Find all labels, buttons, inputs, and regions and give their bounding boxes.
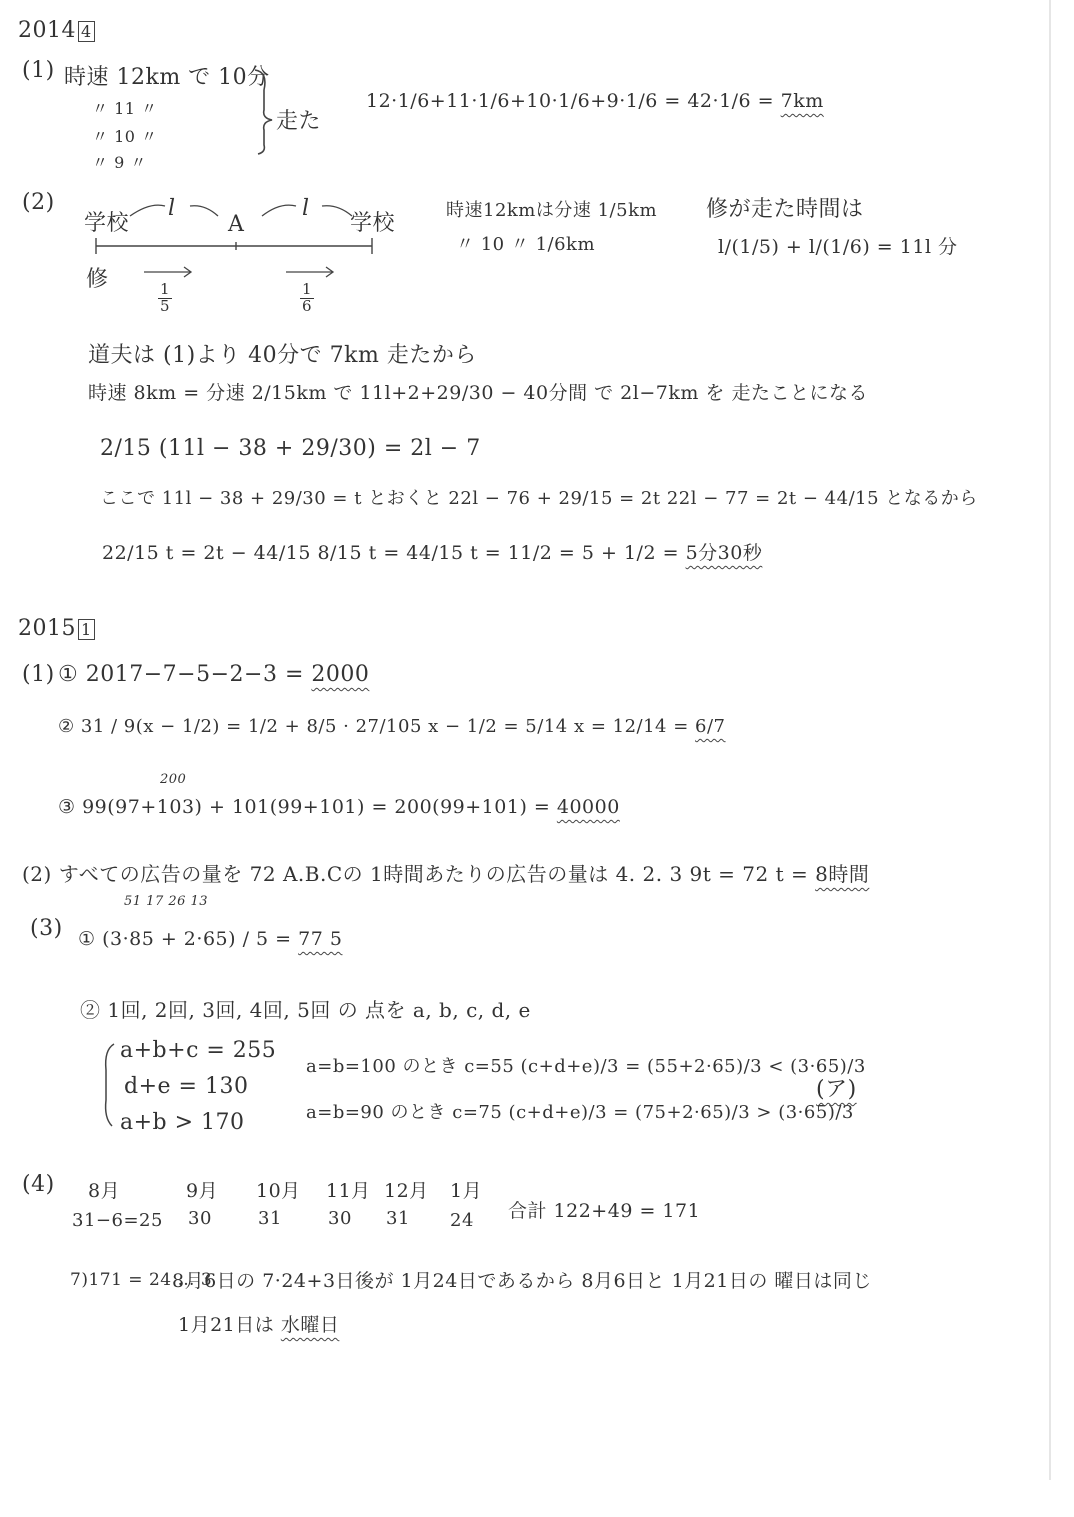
school-right: 学校: [350, 211, 396, 236]
p1-calc: [366, 90, 824, 112]
school-left: 学校: [84, 211, 130, 236]
q1-2-calc: 31 / 9(x − 1/2) = 1/2 + 8/5 · 27/105 x − 1/2 = 5/14 x = 12/14 =: [80, 716, 689, 737]
problem-number-box-2015: 1: [78, 619, 95, 640]
month-4: 12月: [384, 1180, 429, 1202]
q1-2-answer: 6/7: [695, 716, 726, 737]
q1-2-label: ②: [58, 716, 75, 737]
speed2-fraction: $\frac{1}{6}$: [302, 280, 312, 315]
p1-line4: 〃 9 〃: [92, 153, 147, 172]
q2-text: すべての広告の量を 72 A.B.Cの 1時間あたりの広告の量は 4. 2. 3 9t = 72 t =: [58, 862, 809, 886]
segment-l1: l: [168, 196, 176, 221]
days-0: 31−6=25: [72, 1210, 163, 1231]
time-title: 修が走た時間は: [706, 197, 864, 222]
line-a: 道夫は (1)より 40分で 7km 走たから: [88, 343, 477, 368]
case-2: a=b=90 のとき c=75 (c+d+e)/3 = (75+2·65)/3 > (3·65)/3: [306, 1102, 854, 1123]
year-2015: 2015: [18, 616, 76, 641]
problem-number-box: 4: [78, 21, 95, 42]
q3-2-answer: (ア): [816, 1077, 857, 1102]
days-5: 24: [450, 1210, 474, 1231]
q1-3-label: ③: [58, 796, 76, 818]
q1-2: [58, 716, 726, 737]
line-c: 2/15 (11l − 38 + 29/30) = 2l − 7: [100, 436, 481, 461]
q3-2-label: ②: [80, 998, 101, 1022]
p1-label: (1): [22, 58, 55, 83]
line-e: [102, 538, 762, 565]
line-b: 時速 8km = 分速 2/15km で 11l+2+29/30 − 40分間 で 2l−7km を 走たことになる: [88, 382, 868, 404]
ineq-3: a+b > 170: [120, 1110, 245, 1135]
q1-1-calc: 2017−7−5−2−3 =: [85, 662, 304, 687]
q3-1-calc: (3·85 + 2·65) / 5 =: [102, 928, 292, 950]
segment-l2: l: [302, 196, 310, 221]
q3-1-notes: 51 17 26 13: [124, 894, 209, 909]
month-5: 1月: [450, 1180, 483, 1202]
q3-label: (3): [30, 916, 63, 941]
month-3: 11月: [326, 1180, 371, 1202]
time-expression: l/(1/5) + l/(1/6) = 11l 分: [718, 236, 958, 258]
ineq-1: a+b+c = 255: [120, 1038, 277, 1063]
p1-line1: 時速 12km で 10分: [64, 65, 270, 90]
q1-3-note: 200: [160, 772, 187, 787]
q3-1-answer: 77 5: [298, 928, 343, 950]
section-2015-header: [18, 616, 95, 641]
q1-3-calc: 99(97+103) + 101(99+101) = 200(99+101) =: [82, 796, 551, 818]
q1-3: [58, 796, 620, 818]
q1-1-answer: 2000: [311, 662, 370, 687]
person-osamu: 修: [86, 267, 109, 292]
q4-line2: [178, 1310, 339, 1337]
q1-1-label: ①: [58, 662, 79, 687]
q3-2-intro-text: 1回, 2回, 3回, 4回, 5回 の 点を a, b, c, d, e: [107, 998, 531, 1022]
q1-1: [58, 662, 369, 687]
case-1: a=b=100 のとき c=55 (c+d+e)/3 = (55+2·65)/3 < (3·65)/3: [306, 1056, 866, 1077]
q3-1-label: ①: [78, 928, 96, 950]
month-0: 8月: [88, 1180, 121, 1202]
q2-answer: 8時間: [815, 862, 870, 886]
p2-label: (2): [22, 190, 55, 215]
q3-1: [78, 928, 342, 950]
year-2014: 2014: [18, 18, 76, 43]
p1-line3: 〃 10 〃: [92, 127, 158, 146]
line-d: ここで 11l − 38 + 29/30 = t とおくと 22l − 76 + 29/15 = 2t 22l − 77 = 2t − 44/15 となるから: [100, 488, 978, 509]
q4-line2-text: 1月21日は: [178, 1314, 275, 1336]
p1-answer: 7km: [780, 90, 824, 112]
days-4: 31: [386, 1208, 410, 1229]
q1-3-answer: 40000: [556, 796, 620, 818]
days-3: 30: [328, 1208, 352, 1229]
ineq-2: d+e = 130: [124, 1074, 249, 1099]
p1-brace-label: 走た: [276, 109, 322, 134]
speed1-fraction: $\frac{1}{5}$: [160, 280, 170, 315]
rate1: 時速12kmは分速 1/5km: [446, 200, 658, 221]
days-total: 合計 122+49 = 171: [508, 1200, 701, 1222]
q4-label: (4): [22, 1172, 55, 1197]
line-e-calc: 22/15 t = 2t − 44/15 8/15 t = 44/15 t = 11/2 = 5 + 1/2 =: [102, 542, 680, 564]
q2: [22, 858, 869, 887]
q1-label: (1): [22, 662, 55, 687]
days-1: 30: [188, 1208, 212, 1229]
q4-answer: 水曜日: [280, 1314, 340, 1336]
p1-calc-text: 12·1/6+11·1/6+10·1/6+9·1/6 = 42·1/6 =: [366, 90, 775, 112]
q4-line1: 8月6日の 7·24+3日後が 1月24日であるから 8月6日と 1月21日の 曜日は同じ: [172, 1270, 872, 1292]
long-division: 7)171 = 24 … 3: [70, 1270, 213, 1290]
month-1: 9月: [186, 1180, 219, 1202]
q3-2-intro: [80, 994, 531, 1023]
point-a: A: [228, 212, 245, 237]
rate2: 〃 10 〃 1/6km: [456, 234, 596, 255]
p1-line2: 〃 11 〃: [92, 99, 158, 118]
days-2: 31: [258, 1208, 282, 1229]
p2-answer: 5分30秒: [685, 542, 763, 564]
month-2: 10月: [256, 1180, 301, 1202]
q2-label: (2): [22, 862, 52, 886]
